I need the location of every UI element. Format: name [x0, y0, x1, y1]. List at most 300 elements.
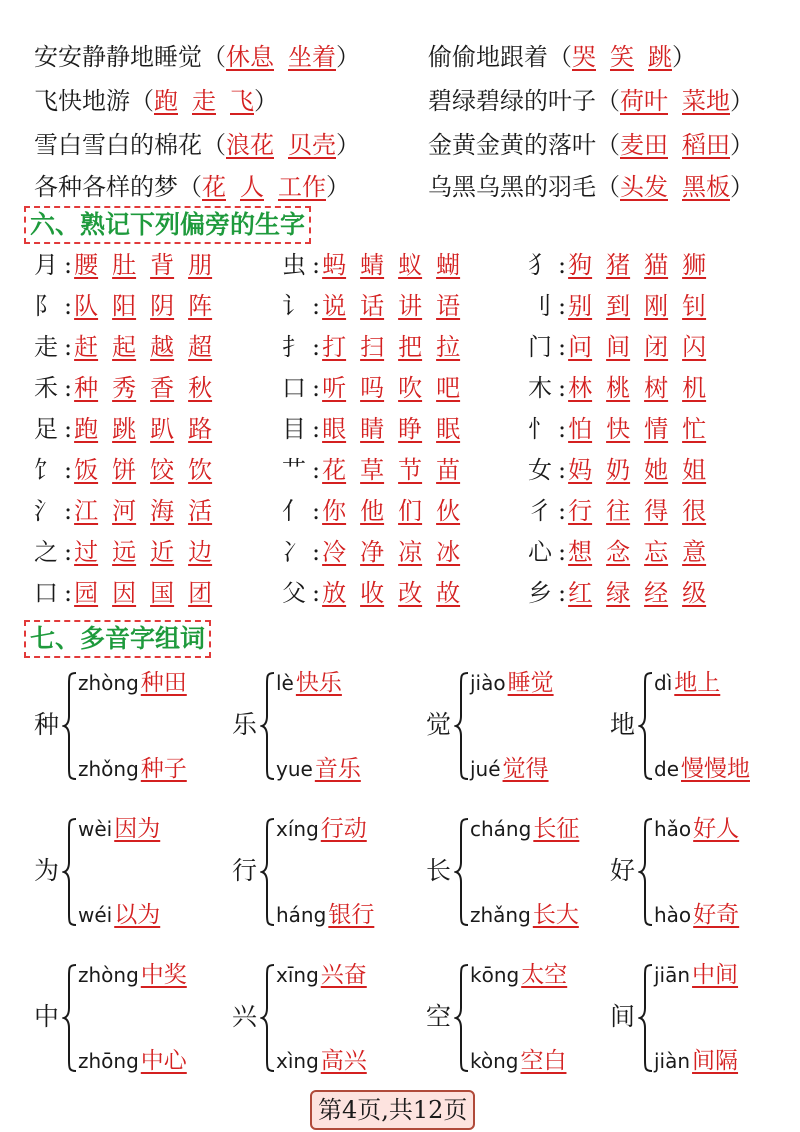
- brace-path: [640, 673, 652, 779]
- radical-char: 草: [360, 456, 385, 484]
- brace-path: [262, 965, 274, 1071]
- polyphone-word: 长大: [532, 902, 579, 928]
- radical-char: 刚: [644, 292, 669, 320]
- radical-group: [528, 576, 720, 610]
- pinyin: hǎo: [654, 817, 692, 841]
- radical-char: 阴: [150, 292, 175, 320]
- polyphone-char: 地: [610, 710, 636, 739]
- polyphone-item: [426, 814, 606, 932]
- phrase-answer: 跑: [154, 87, 178, 115]
- radical-char: 阵: [188, 292, 213, 320]
- radical-char: 奶: [606, 456, 631, 484]
- polyphone-item: [610, 960, 790, 1078]
- radical-char: 朋: [188, 251, 213, 279]
- polyphone-reading: [470, 1046, 566, 1076]
- radical-colon: :: [558, 538, 567, 566]
- radical-group: [34, 494, 226, 528]
- pinyin: cháng: [470, 817, 532, 841]
- polyphone-reading: [78, 1046, 187, 1076]
- radical-char: 级: [682, 579, 707, 607]
- phrase-end: ）: [326, 173, 350, 201]
- pinyin: jiào: [470, 671, 506, 695]
- pinyin: kōng: [470, 963, 520, 987]
- polyphone-reading: [78, 668, 187, 698]
- brace-icon: [260, 816, 276, 928]
- polyphone-word: 行动: [320, 816, 367, 842]
- radical-char: 越: [150, 333, 175, 361]
- radical-char: 绿: [606, 579, 631, 607]
- radical-group: [282, 494, 474, 528]
- radical-colon: :: [558, 415, 567, 443]
- radical-char: 话: [360, 292, 385, 320]
- radical-char: 蚂: [322, 251, 347, 279]
- radical-char: 边: [188, 538, 213, 566]
- polyphone-reading: [654, 1046, 738, 1076]
- radical-char: 想: [568, 538, 593, 566]
- radical-char: 眠: [436, 415, 461, 443]
- radical-char: 忘: [644, 538, 669, 566]
- radical-char: 情: [644, 415, 669, 443]
- polyphone-item: [426, 668, 606, 786]
- radical-char: 蝴: [436, 251, 461, 279]
- phrase-answer: 黑板: [682, 173, 730, 201]
- radical-char: 眼: [322, 415, 347, 443]
- phrase-answer: 笑: [610, 43, 634, 71]
- radical-char: 饮: [188, 456, 213, 484]
- phrase-text: 飞快地游（: [34, 87, 154, 115]
- phrase-answer: 荷叶: [620, 87, 668, 115]
- radical-char: 意: [682, 538, 707, 566]
- radical-char: 种: [74, 374, 99, 402]
- radical-group: [282, 289, 474, 323]
- brace-icon: [62, 670, 78, 782]
- polyphone-word: 地上: [674, 670, 721, 696]
- phrase-end: ）: [730, 87, 754, 115]
- brace-path: [640, 819, 652, 925]
- radical-colon: :: [558, 497, 567, 525]
- pinyin: wéi: [78, 903, 113, 927]
- phrase-text: 偷偷地跟着（: [428, 43, 572, 71]
- radical-group: [34, 289, 226, 323]
- radical-char: 节: [398, 456, 423, 484]
- radical-colon: :: [64, 456, 73, 484]
- phrase-text: 碧绿碧绿的叶子（: [428, 87, 620, 115]
- brace-icon: [454, 816, 470, 928]
- radical-char: 讲: [398, 292, 423, 320]
- phrase-answer: 浪花: [226, 131, 274, 159]
- phrase-answer: 花: [202, 173, 226, 201]
- polyphone-word: 睡觉: [507, 670, 554, 696]
- radical-char: 机: [682, 374, 707, 402]
- radical-char: 红: [568, 579, 593, 607]
- polyphone-item: [426, 960, 606, 1078]
- radical-group: [528, 494, 720, 528]
- radical: 犭: [528, 251, 552, 279]
- radical: 女: [528, 456, 552, 484]
- polyphone-item: [610, 814, 790, 932]
- polyphone-reading: [470, 960, 567, 990]
- phrase-right: [428, 84, 754, 118]
- polyphone-reading: [654, 960, 738, 990]
- radical-char: 活: [188, 497, 213, 525]
- page-indicator: 第4页,共12页: [310, 1090, 475, 1130]
- radical-char: 到: [606, 292, 631, 320]
- radical-colon: :: [64, 292, 73, 320]
- phrase-left: [34, 128, 360, 162]
- radical-char: 河: [112, 497, 137, 525]
- brace-path: [64, 819, 76, 925]
- pinyin: zhōng: [78, 1049, 139, 1073]
- radical-group: [34, 371, 226, 405]
- radical-char: 苗: [436, 456, 461, 484]
- phrase-answer: 人: [240, 173, 264, 201]
- radical: 饣: [34, 456, 58, 484]
- radical-char: 江: [74, 497, 99, 525]
- radical: 口: [282, 374, 306, 402]
- polyphone-item: [232, 814, 412, 932]
- polyphone-word: 种田: [140, 670, 187, 696]
- radical: 月: [34, 251, 58, 279]
- radical: 木: [528, 374, 552, 402]
- radical-colon: :: [64, 538, 73, 566]
- radical-char: 团: [188, 579, 213, 607]
- polyphone-reading: [654, 814, 739, 844]
- radical-colon: :: [558, 456, 567, 484]
- radical-char: 蜻: [360, 251, 385, 279]
- radical-char: 问: [568, 333, 593, 361]
- radical-colon: :: [558, 579, 567, 607]
- radical-char: 园: [74, 579, 99, 607]
- polyphone-word: 中间: [692, 962, 739, 988]
- polyphone-word: 觉得: [502, 756, 549, 782]
- polyphone-reading: [654, 900, 739, 930]
- polyphone-word: 间隔: [692, 1048, 739, 1074]
- polyphone-word: 长征: [533, 816, 580, 842]
- brace-path: [262, 819, 274, 925]
- radical-char: 路: [188, 415, 213, 443]
- polyphone-char: 乐: [232, 710, 258, 739]
- radical-char: 起: [112, 333, 137, 361]
- radical-group: [282, 535, 474, 569]
- radical: 虫: [282, 251, 306, 279]
- phrase-answer: 跳: [648, 43, 672, 71]
- polyphone-reading: [276, 1046, 367, 1076]
- radical: 扌: [282, 333, 306, 361]
- radical-char: 别: [568, 292, 593, 320]
- radical-colon: :: [312, 374, 321, 402]
- radical-group: [528, 453, 720, 487]
- pinyin: zhòng: [78, 671, 139, 695]
- radical-char: 阳: [112, 292, 137, 320]
- radical-colon: :: [312, 415, 321, 443]
- polyphone-item: [34, 960, 214, 1078]
- polyphone-char: 空: [426, 1002, 452, 1031]
- pinyin: xíng: [276, 817, 319, 841]
- phrase-end: ）: [730, 173, 754, 201]
- radical-char: 念: [606, 538, 631, 566]
- radical-group: [282, 330, 474, 364]
- phrase-answer: 贝壳: [288, 131, 336, 159]
- pinyin: xīng: [276, 963, 319, 987]
- radical: 心: [528, 538, 552, 566]
- radical-group: [34, 412, 226, 446]
- radical-char: 秋: [188, 374, 213, 402]
- radical-char: 海: [150, 497, 175, 525]
- radical-char: 改: [398, 579, 423, 607]
- phrase-left: [34, 170, 350, 204]
- polyphone-reading: [276, 754, 361, 784]
- brace-path: [456, 673, 468, 779]
- radical-colon: :: [64, 333, 73, 361]
- radical-colon: :: [64, 497, 73, 525]
- polyphone-reading: [654, 754, 750, 784]
- radical-char: 远: [112, 538, 137, 566]
- radical-colon: :: [558, 333, 567, 361]
- radical-char: 睁: [398, 415, 423, 443]
- radical-char: 快: [606, 415, 631, 443]
- radical-char: 放: [322, 579, 347, 607]
- phrase-answer: 稻田: [682, 131, 730, 159]
- radical-char: 趴: [150, 415, 175, 443]
- polyphone-char: 中: [34, 1002, 60, 1031]
- radical-char: 队: [74, 292, 99, 320]
- brace-icon: [638, 962, 654, 1074]
- radical-group: [34, 453, 226, 487]
- radical-char: 桃: [606, 374, 631, 402]
- pinyin: yue: [276, 757, 313, 781]
- polyphone-char: 觉: [426, 710, 452, 739]
- brace-icon: [260, 670, 276, 782]
- radical-group: [282, 576, 474, 610]
- polyphone-word: 兴奋: [320, 962, 367, 988]
- brace-icon: [454, 962, 470, 1074]
- radical-char: 腰: [74, 251, 99, 279]
- phrase-text: 乌黑乌黑的羽毛（: [428, 173, 620, 201]
- phrase-right: [428, 128, 754, 162]
- polyphone-reading: [470, 754, 549, 784]
- radical-group: [282, 412, 474, 446]
- phrase-end: ）: [254, 87, 278, 115]
- radical: 讠: [282, 292, 306, 320]
- polyphone-reading: [276, 668, 342, 698]
- radical-char: 忙: [682, 415, 707, 443]
- radical-char: 过: [74, 538, 99, 566]
- radical-char: 国: [150, 579, 175, 607]
- radical-char: 间: [606, 333, 631, 361]
- radical-group: [282, 248, 474, 282]
- polyphone-word: 中奖: [140, 962, 187, 988]
- polyphone-word: 音乐: [314, 756, 361, 782]
- radical-colon: :: [64, 415, 73, 443]
- radical-char: 怕: [568, 415, 593, 443]
- polyphone-word: 快乐: [295, 670, 342, 696]
- polyphone-reading: [276, 900, 374, 930]
- radical-char: 树: [644, 374, 669, 402]
- radical: 忄: [528, 415, 552, 443]
- brace-path: [262, 673, 274, 779]
- radical-char: 饺: [150, 456, 175, 484]
- radical-colon: :: [64, 251, 73, 279]
- brace-path: [640, 965, 652, 1071]
- radical-char: 闭: [644, 333, 669, 361]
- pinyin: de: [654, 757, 679, 781]
- radical-colon: :: [558, 292, 567, 320]
- radical-char: 很: [682, 497, 707, 525]
- polyphone-word: 高兴: [320, 1048, 367, 1074]
- radical-char: 语: [436, 292, 461, 320]
- radical: 足: [34, 415, 58, 443]
- polyphone-word: 太空: [521, 962, 568, 988]
- pinyin: zhǎng: [470, 903, 531, 927]
- polyphone-word: 因为: [114, 816, 161, 842]
- phrase-end: ）: [730, 131, 754, 159]
- radical-char: 背: [150, 251, 175, 279]
- polyphone-char: 兴: [232, 1002, 258, 1031]
- brace-path: [64, 673, 76, 779]
- polyphone-item: [232, 960, 412, 1078]
- radical-char: 故: [436, 579, 461, 607]
- radical-char: 猫: [644, 251, 669, 279]
- radical: 艹: [282, 456, 306, 484]
- radical: 乡: [528, 579, 552, 607]
- brace-path: [64, 965, 76, 1071]
- pinyin: zhòng: [78, 963, 139, 987]
- radical-char: 们: [398, 497, 423, 525]
- brace-path: [456, 965, 468, 1071]
- radical-char: 听: [322, 374, 347, 402]
- radical-group: [528, 289, 720, 323]
- radical-group: [34, 248, 226, 282]
- radical-char: 猪: [606, 251, 631, 279]
- polyphone-char: 为: [34, 856, 60, 885]
- polyphone-reading: [78, 960, 187, 990]
- phrase-answer: 走: [192, 87, 216, 115]
- radical-group: [528, 248, 720, 282]
- radical-colon: :: [64, 374, 73, 402]
- radical-char: 姐: [682, 456, 707, 484]
- polyphone-word: 中心: [140, 1048, 187, 1074]
- radical-char: 拉: [436, 333, 461, 361]
- phrase-answer: 飞: [230, 87, 254, 115]
- radical-char: 经: [644, 579, 669, 607]
- radical-char: 蚁: [398, 251, 423, 279]
- polyphone-item: [34, 814, 214, 932]
- radical-char: 狮: [682, 251, 707, 279]
- phrase-end: ）: [672, 43, 696, 71]
- phrase-end: ）: [336, 43, 360, 71]
- brace-icon: [638, 670, 654, 782]
- radical-char: 净: [360, 538, 385, 566]
- phrase-text: 金黄金黄的落叶（: [428, 131, 620, 159]
- phrase-answer: 工作: [278, 173, 326, 201]
- pinyin: jiàn: [654, 1049, 691, 1073]
- radical-colon: :: [312, 333, 321, 361]
- polyphone-reading: [78, 814, 160, 844]
- polyphone-char: 种: [34, 710, 60, 739]
- phrase-right: [428, 170, 754, 204]
- radical-char: 吹: [398, 374, 423, 402]
- radical-char: 凉: [398, 538, 423, 566]
- radical: 亻: [282, 497, 306, 525]
- phrase-answer: 坐着: [288, 43, 336, 71]
- phrase-text: 雪白雪白的棉花（: [34, 131, 226, 159]
- polyphone-char: 行: [232, 856, 258, 885]
- radical-char: 赶: [74, 333, 99, 361]
- pinyin: hào: [654, 903, 692, 927]
- polyphone-reading: [276, 960, 367, 990]
- pinyin: háng: [276, 903, 327, 927]
- radical: 走: [34, 333, 58, 361]
- radical-char: 秀: [112, 374, 137, 402]
- radical-char: 说: [322, 292, 347, 320]
- brace-icon: [260, 962, 276, 1074]
- radical: 氵: [34, 497, 58, 525]
- radical-group: [282, 453, 474, 487]
- polyphone-reading: [78, 900, 160, 930]
- section6-title: 六、熟记下列偏旁的生字: [24, 206, 311, 244]
- phrase-text: 安安静静地睡觉（: [34, 43, 226, 71]
- radical-char: 花: [322, 456, 347, 484]
- polyphone-word: 好人: [693, 816, 740, 842]
- radical-char: 收: [360, 579, 385, 607]
- phrase-answer: 头发: [620, 173, 668, 201]
- brace-icon: [638, 816, 654, 928]
- radical-char: 吧: [436, 374, 461, 402]
- radical-char: 你: [322, 497, 347, 525]
- polyphone-reading: [78, 754, 187, 784]
- radical: 禾: [34, 374, 58, 402]
- polyphone-item: [34, 668, 214, 786]
- polyphone-item: [610, 668, 790, 786]
- radical-colon: :: [64, 579, 73, 607]
- polyphone-word: 银行: [328, 902, 375, 928]
- phrase-right: [428, 40, 696, 74]
- radical-char: 林: [568, 374, 593, 402]
- radical-char: 钊: [682, 292, 707, 320]
- radical-char: 近: [150, 538, 175, 566]
- radical-char: 把: [398, 333, 423, 361]
- radical-char: 往: [606, 497, 631, 525]
- radical: 口: [34, 579, 58, 607]
- radical-char: 妈: [568, 456, 593, 484]
- section7-title: 七、多音字组词: [24, 620, 211, 658]
- radical-char: 狗: [568, 251, 593, 279]
- radical: 目: [282, 415, 306, 443]
- radical: 彳: [528, 497, 552, 525]
- polyphone-char: 间: [610, 1002, 636, 1031]
- radical-char: 超: [188, 333, 213, 361]
- pinyin: zhǒng: [78, 757, 139, 781]
- radical-colon: :: [312, 538, 321, 566]
- radical-char: 因: [112, 579, 137, 607]
- radical: 阝: [34, 292, 58, 320]
- radical-char: 他: [360, 497, 385, 525]
- radical-char: 闪: [682, 333, 707, 361]
- brace-icon: [62, 962, 78, 1074]
- phrase-left: [34, 84, 278, 118]
- radical-char: 跳: [112, 415, 137, 443]
- radical-colon: :: [558, 374, 567, 402]
- radical-group: [34, 330, 226, 364]
- radical: 门: [528, 333, 552, 361]
- radical-char: 行: [568, 497, 593, 525]
- polyphone-word: 慢慢地: [681, 756, 750, 782]
- radical-colon: :: [312, 251, 321, 279]
- pinyin: jué: [470, 757, 501, 781]
- polyphone-reading: [470, 900, 579, 930]
- pinyin: jiān: [654, 963, 691, 987]
- radical: 冫: [282, 538, 306, 566]
